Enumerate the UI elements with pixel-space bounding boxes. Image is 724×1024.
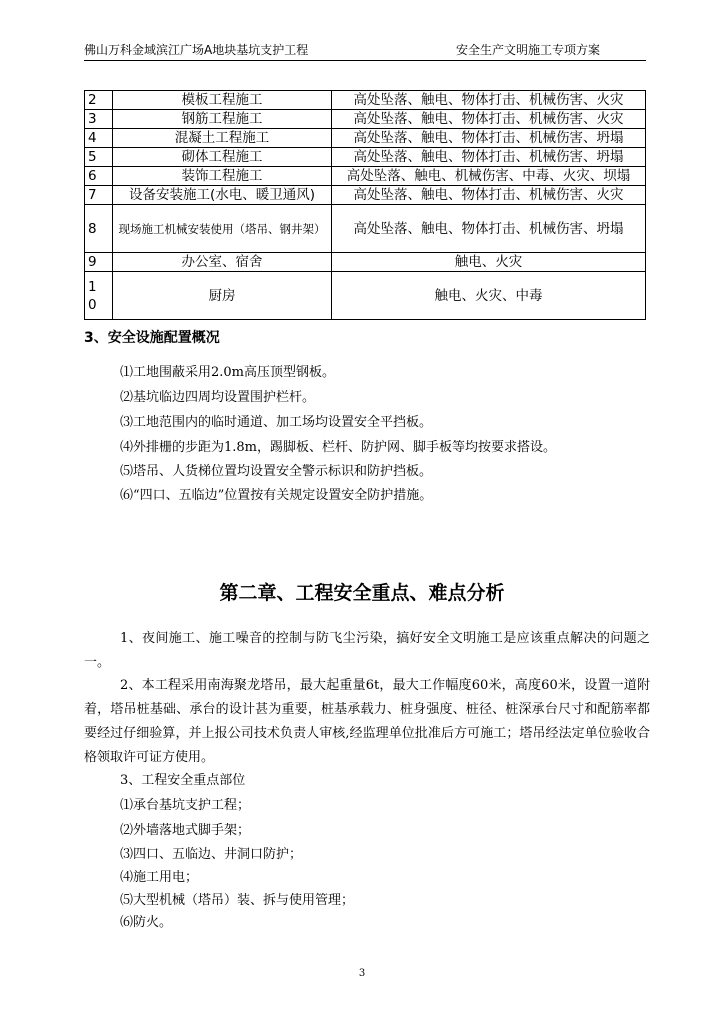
work-item: 钢筋工程施工	[113, 110, 332, 129]
row-number: 2	[85, 91, 113, 110]
row-number-digit-0: 0	[88, 296, 97, 313]
key-area-item: ⑷施工用电；	[120, 870, 199, 885]
safety-item: ⑴工地围蔽采用2.0m高压顶型钢板。	[120, 365, 336, 380]
safety-item: ⑶工地范围内的临时通道、加工场均设置安全平挡板。	[120, 415, 433, 430]
work-item: 厨房	[113, 272, 332, 320]
work-item: 模板工程施工	[113, 91, 332, 110]
hazard-list: 高处坠落、触电、物体打击、机械伤害、火灾	[332, 110, 646, 129]
hazard-table	[84, 90, 646, 320]
row-number: 5	[85, 148, 113, 167]
paragraph-2: 2、本工程采用南海聚龙塔吊，最大起重量6t，最大工作幅度60米，高度60米，设置一道附着，塔吊桩基础、承台的设计甚为重要，桩基承载力、桩身强度、桩径、桩深承台尺寸和配筋率都要经过仔细验算，并上报公司技术负责人审核,经监理单位批准后方可施工；塔吊经法定单位验收合格领取许可证方使用。	[84, 678, 650, 765]
table-row	[85, 205, 646, 253]
work-item: 砌体工程施工	[113, 148, 332, 167]
table-row	[85, 167, 646, 186]
work-item: 混凝土工程施工	[113, 129, 332, 148]
key-area-item: ⑹防火。	[120, 915, 173, 930]
row-number: 7	[85, 186, 113, 205]
safety-item: ⑹“四口、五临边”位置按有关规定设置安全防护措施。	[120, 488, 433, 503]
hazard-list: 高处坠落、触电、机械伤害、中毒、火灾、坝塌	[332, 167, 646, 186]
table-row	[85, 110, 646, 129]
table-row	[85, 129, 646, 148]
header-document-title: 安全生产文明施工专项方案	[456, 43, 601, 57]
header-project-title: 佛山万科金域滨江广场A地块基坑支护工程	[84, 43, 309, 57]
safety-item: ⑵基坑临边四周均设置围护栏杆。	[120, 390, 316, 405]
work-item: 设备安装施工(水电、暖卫通风)	[113, 186, 332, 205]
row-number: 9	[85, 253, 113, 272]
table-row	[85, 91, 646, 110]
key-area-item: ⑵外墙落地式脚手架；	[120, 823, 251, 838]
hazard-list: 高处坠落、触电、物体打击、机械伤害、火灾	[332, 186, 646, 205]
row-number: 4	[85, 129, 113, 148]
hazard-list: 触电、火灾	[332, 253, 646, 272]
row-number: 8	[85, 205, 113, 253]
row-number-digit-1: 1	[88, 278, 97, 295]
page-header	[84, 42, 646, 61]
work-item: 现场施工机械安装使用（塔吊、钢井架）	[113, 205, 332, 253]
key-area-item: ⑴承台基坑支护工程；	[120, 798, 251, 813]
page-number: 3	[358, 968, 366, 979]
chapter-title: 第二章、工程安全重点、难点分析	[219, 582, 505, 604]
hazard-list: 高处坠落、触电、物体打击、机械伤害、火灾	[332, 91, 646, 110]
table-row	[85, 272, 646, 320]
table-row	[85, 253, 646, 272]
work-item: 办公室、宿舍	[113, 253, 332, 272]
hazard-list: 触电、火灾、中毒	[332, 272, 646, 320]
row-number	[85, 272, 113, 320]
work-item: 装饰工程施工	[113, 167, 332, 186]
paragraph-3: 3、工程安全重点部位	[120, 773, 246, 788]
key-area-item: ⑶四口、五临边、井洞口防护；	[120, 847, 303, 862]
key-area-item: ⑸大型机械（塔吊）装、拆与使用管理；	[120, 893, 355, 908]
section-title: 3、安全设施配置概况	[84, 330, 220, 346]
safety-item: ⑸塔吊、人货梯位置均设置安全警示标识和防护挡板。	[120, 464, 433, 479]
hazard-list: 高处坠落、触电、物体打击、机械伤害、坍塌	[332, 129, 646, 148]
table-row	[85, 148, 646, 167]
hazard-list: 高处坠落、触电、物体打击、机械伤害、坍塌	[332, 148, 646, 167]
paragraph-1: 1、夜间施工、施工噪音的控制与防飞尘污染，搞好安全文明施工是应该重点解决的问题之一。	[84, 631, 650, 670]
row-number: 6	[85, 167, 113, 186]
hazard-list: 高处坠落、触电、物体打击、机械伤害、坍塌	[332, 205, 646, 253]
row-number: 3	[85, 110, 113, 129]
table-row	[85, 186, 646, 205]
safety-item: ⑷外排栅的步距为1.8m，踢脚板、栏杆、防护网、脚手板等均按要求搭设。	[120, 440, 557, 455]
